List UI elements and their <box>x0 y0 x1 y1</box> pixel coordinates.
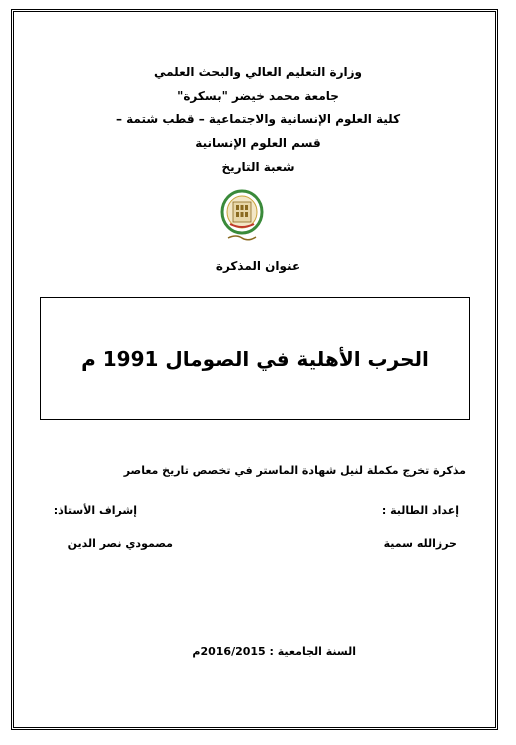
ministry-name: وزارة التعليم العالي والبحث العلمي <box>153 65 363 79</box>
supervisor-name: مصمودي نصر الدين <box>67 537 173 550</box>
student-label: إعداد الطالبة : <box>381 504 459 517</box>
supervisor-label: إشراف الأستاذ: <box>53 504 137 517</box>
department-name: قسم العلوم الإنسانية <box>195 136 321 150</box>
university-logo-icon <box>218 188 266 244</box>
branch-name: شعبة التاريخ <box>221 160 295 174</box>
title-box <box>40 297 470 420</box>
memo-description: مذكرة تخرج مكملة لنيل شهادة الماستر في تخصص تاريخ معاصر <box>123 464 466 477</box>
academic-year: السنة الجامعية : 2016/2015م <box>192 645 356 658</box>
memo-label: عنوان المذكرة <box>215 259 301 273</box>
faculty-name: كلية العلوم الإنسانية والاجتماعية – قطب شتمة – <box>115 112 401 126</box>
memo-title: الحرب الأهلية في الصومال 1991 م <box>81 346 429 371</box>
university-name: جامعة محمد خيضر "بسكرة" <box>177 89 339 103</box>
student-name: حرزالله سمية <box>383 537 457 550</box>
